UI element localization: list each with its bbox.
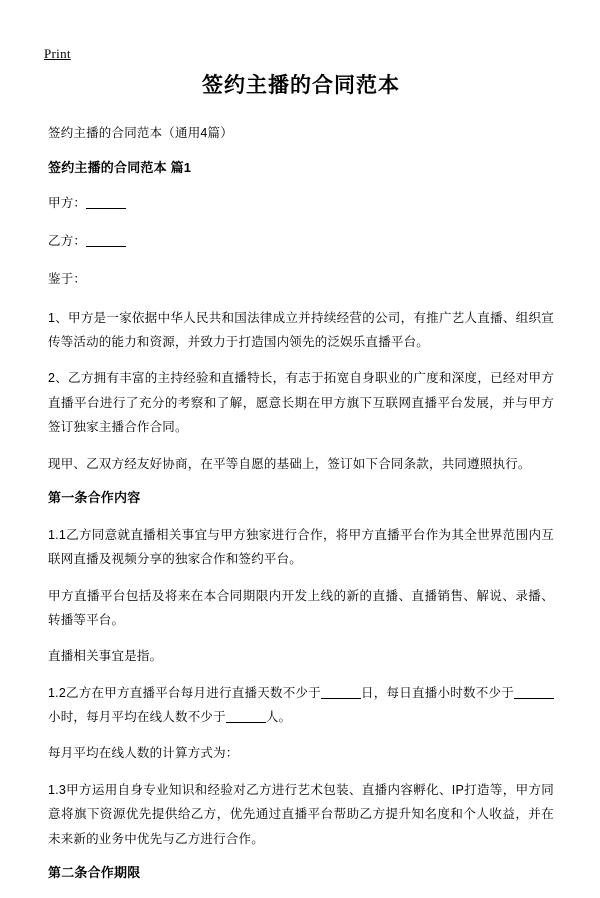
section-heading-1: 签约主播的合同范本 篇1 [48, 159, 192, 175]
fill-part-1: 1.2乙方在甲方直播平台每月进行直播天数不少于 [48, 685, 321, 700]
document-body [48, 72, 554, 898]
party-b-label: 乙方： [48, 234, 87, 249]
print-button[interactable]: Print [44, 46, 71, 61]
section1-item: 甲方直播平台包括及将来在本合同期限内开发上线的新的直播、直播销售、解说、录播、转播等平台。 [48, 588, 554, 627]
document-subtitle: 签约主播的合同范本（通用4篇） [48, 126, 233, 141]
viewers-blank [226, 710, 266, 723]
fill-part-2: 日，每日直播小时数不少于 [360, 685, 515, 700]
party-b-line [48, 230, 554, 254]
party-a-label: 甲方： [48, 196, 87, 211]
section1-item: 1.3甲方运用自身专业知识和经验对乙方进行艺术包装、直播内容孵化、IP打造等，甲方同意将旗下资源优先提供给乙方，优先通过直播平台帮助乙方提升知名度和个人收益，并在未来新的业务中优先与乙方进行合作。 [48, 782, 554, 846]
section-title-1: 第一条合作内容 [48, 489, 141, 505]
section1-fill-in-item [48, 681, 554, 730]
page-title: 签约主播的合同范本 [202, 74, 400, 97]
section1-item: 1.1乙方同意就直播相关事宜与甲方独家进行合作，将甲方直播平台作为其全世界范围内互联网直播及视频分享的独家合作和签约平台。 [48, 527, 554, 567]
hours-blank [514, 686, 554, 699]
fill-part-4: 人。 [265, 710, 292, 725]
section1-item: 每月平均在线人数的计算方式为： [48, 746, 239, 761]
fill-part-3: 小时，每月平均在线人数不少于 [48, 710, 226, 725]
whereas-label: 鉴于： [48, 271, 87, 286]
section1-item: 直播相关事宜是指。 [48, 649, 163, 664]
party-a-blank [86, 197, 126, 210]
section-title-2: 第二条合作期限 [48, 864, 141, 880]
clause-paragraph: 现甲、乙双方经友好协商，在平等自愿的基础上，签订如下合同条款，共同遵照执行。 [48, 456, 531, 471]
clause-paragraph: 2、乙方拥有丰富的主持经验和直播特长，有志于拓宽自身职业的广度和深度，已经对甲方直播平台进行了充分的考察和了解，愿意长期在甲方旗下互联网直播平台发展，并与甲方签订独家主播合作合同。 [48, 371, 554, 435]
clause-paragraph: 1、甲方是一家依据中华人民共和国法律成立并持续经营的公司，有推广艺人直播、组织宣传等活动的能力和资源，并致力于打造国内领先的泛娱乐直播平台。 [48, 310, 554, 350]
party-a-line [48, 192, 554, 216]
days-blank [321, 686, 361, 699]
party-b-blank [86, 234, 126, 247]
